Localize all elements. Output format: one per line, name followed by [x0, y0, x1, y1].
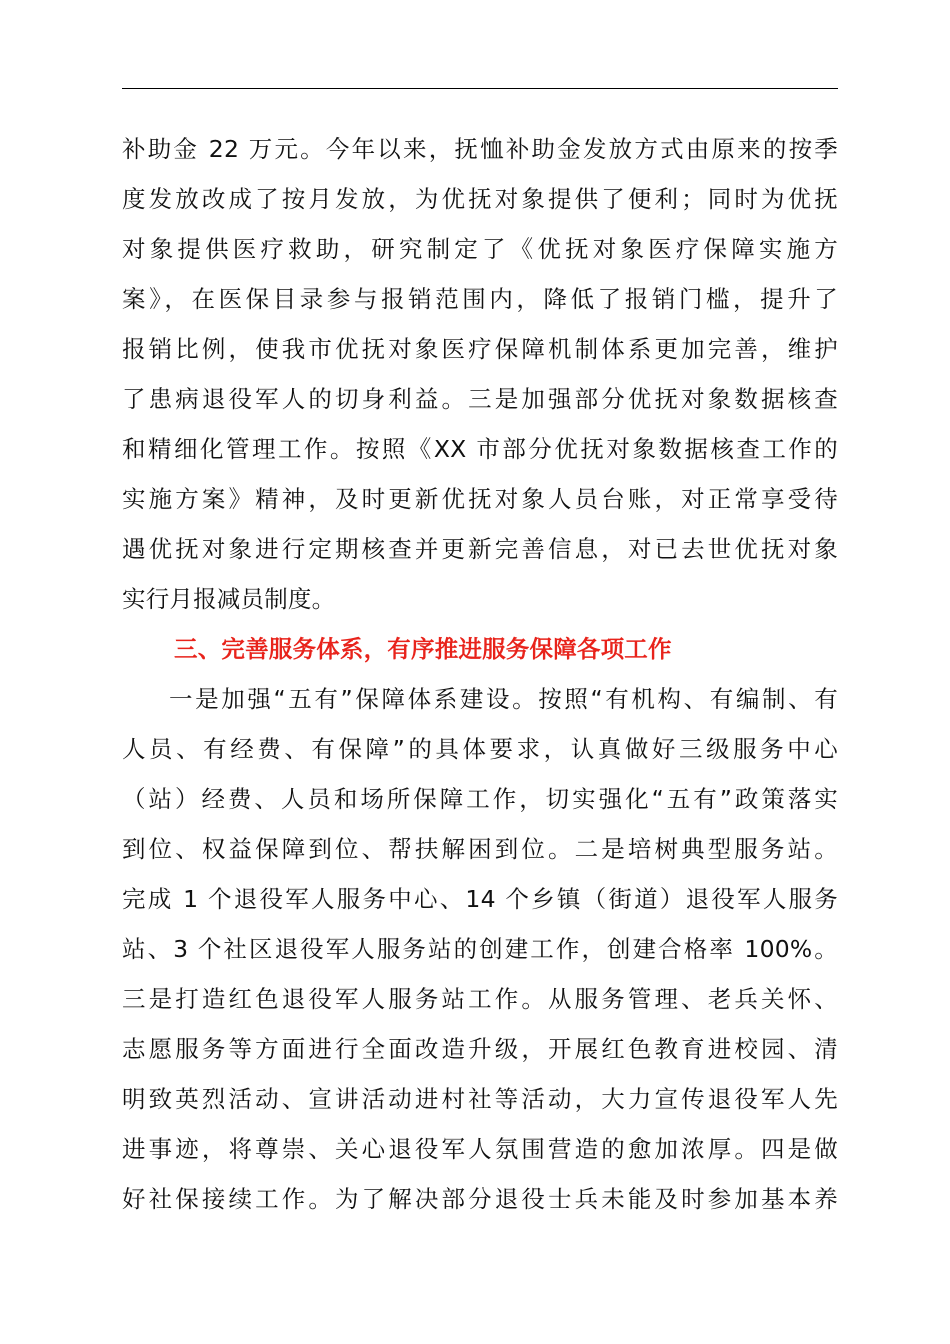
section-heading: 三、完善服务体系，有序推进服务保障各项工作 — [174, 635, 672, 663]
text-line: 到位、权益保障到位、帮扶解困到位。二是培树典型服务站。 — [122, 835, 838, 863]
text-line: 对象提供医疗救助，研究制定了《优抚对象医疗保障实施方 — [122, 235, 838, 263]
text-line: 好社保接续工作。为了解决部分退役士兵未能及时参加基本养 — [122, 1185, 838, 1213]
text-line: 实施方案》精神，及时更新优抚对象人员台账，对正常享受待 — [122, 485, 838, 513]
paragraph-1 — [122, 124, 838, 624]
text-line: 志愿服务等方面进行全面改造升级，开展红色教育进校园、清 — [122, 1035, 838, 1063]
text-line: 案》，在医保目录参与报销范围内，降低了报销门槛，提升了 — [122, 285, 838, 313]
text-line: （站）经费、人员和场所保障工作，切实强化“五有”政策落实 — [122, 785, 838, 813]
text-line: 站、3 个社区退役军人服务站的创建工作，创建合格率 100%。 — [122, 935, 838, 963]
text-line: 度发放改成了按月发放，为优抚对象提供了便利；同时为优抚 — [122, 185, 838, 213]
text-line: 实行月报减员制度。 — [122, 585, 336, 613]
text-line: 进事迹，将尊崇、关心退役军人氛围营造的愈加浓厚。四是做 — [122, 1135, 838, 1163]
body-text — [122, 124, 838, 1224]
text-line: 补助金 22 万元。今年以来，抚恤补助金发放方式由原来的按季 — [122, 135, 838, 163]
text-line: 人员、有经费、有保障”的具体要求，认真做好三级服务中心 — [122, 735, 838, 763]
text-line: 和精细化管理工作。按照《XX 市部分优抚对象数据核查工作的 — [122, 435, 838, 463]
text-line: 一是加强“五有”保障体系建设。按照“有机构、有编制、有 — [169, 685, 838, 713]
text-line: 完成 1 个退役军人服务中心、14 个乡镇（街道）退役军人服务 — [122, 885, 838, 913]
text-line: 了患病退役军人的切身利益。三是加强部分优抚对象数据核查 — [122, 385, 838, 413]
text-line: 三是打造红色退役军人服务站工作。从服务管理、老兵关怀、 — [122, 985, 838, 1013]
text-line: 报销比例，使我市优抚对象医疗保障机制体系更加完善，维护 — [122, 335, 838, 363]
paragraph-2 — [122, 674, 838, 1224]
header-rule — [122, 88, 838, 89]
text-line: 遇优抚对象进行定期核查并更新完善信息，对已去世优抚对象 — [122, 535, 838, 563]
text-line: 明致英烈活动、宣讲活动进村社等活动，大力宣传退役军人先 — [122, 1085, 838, 1113]
